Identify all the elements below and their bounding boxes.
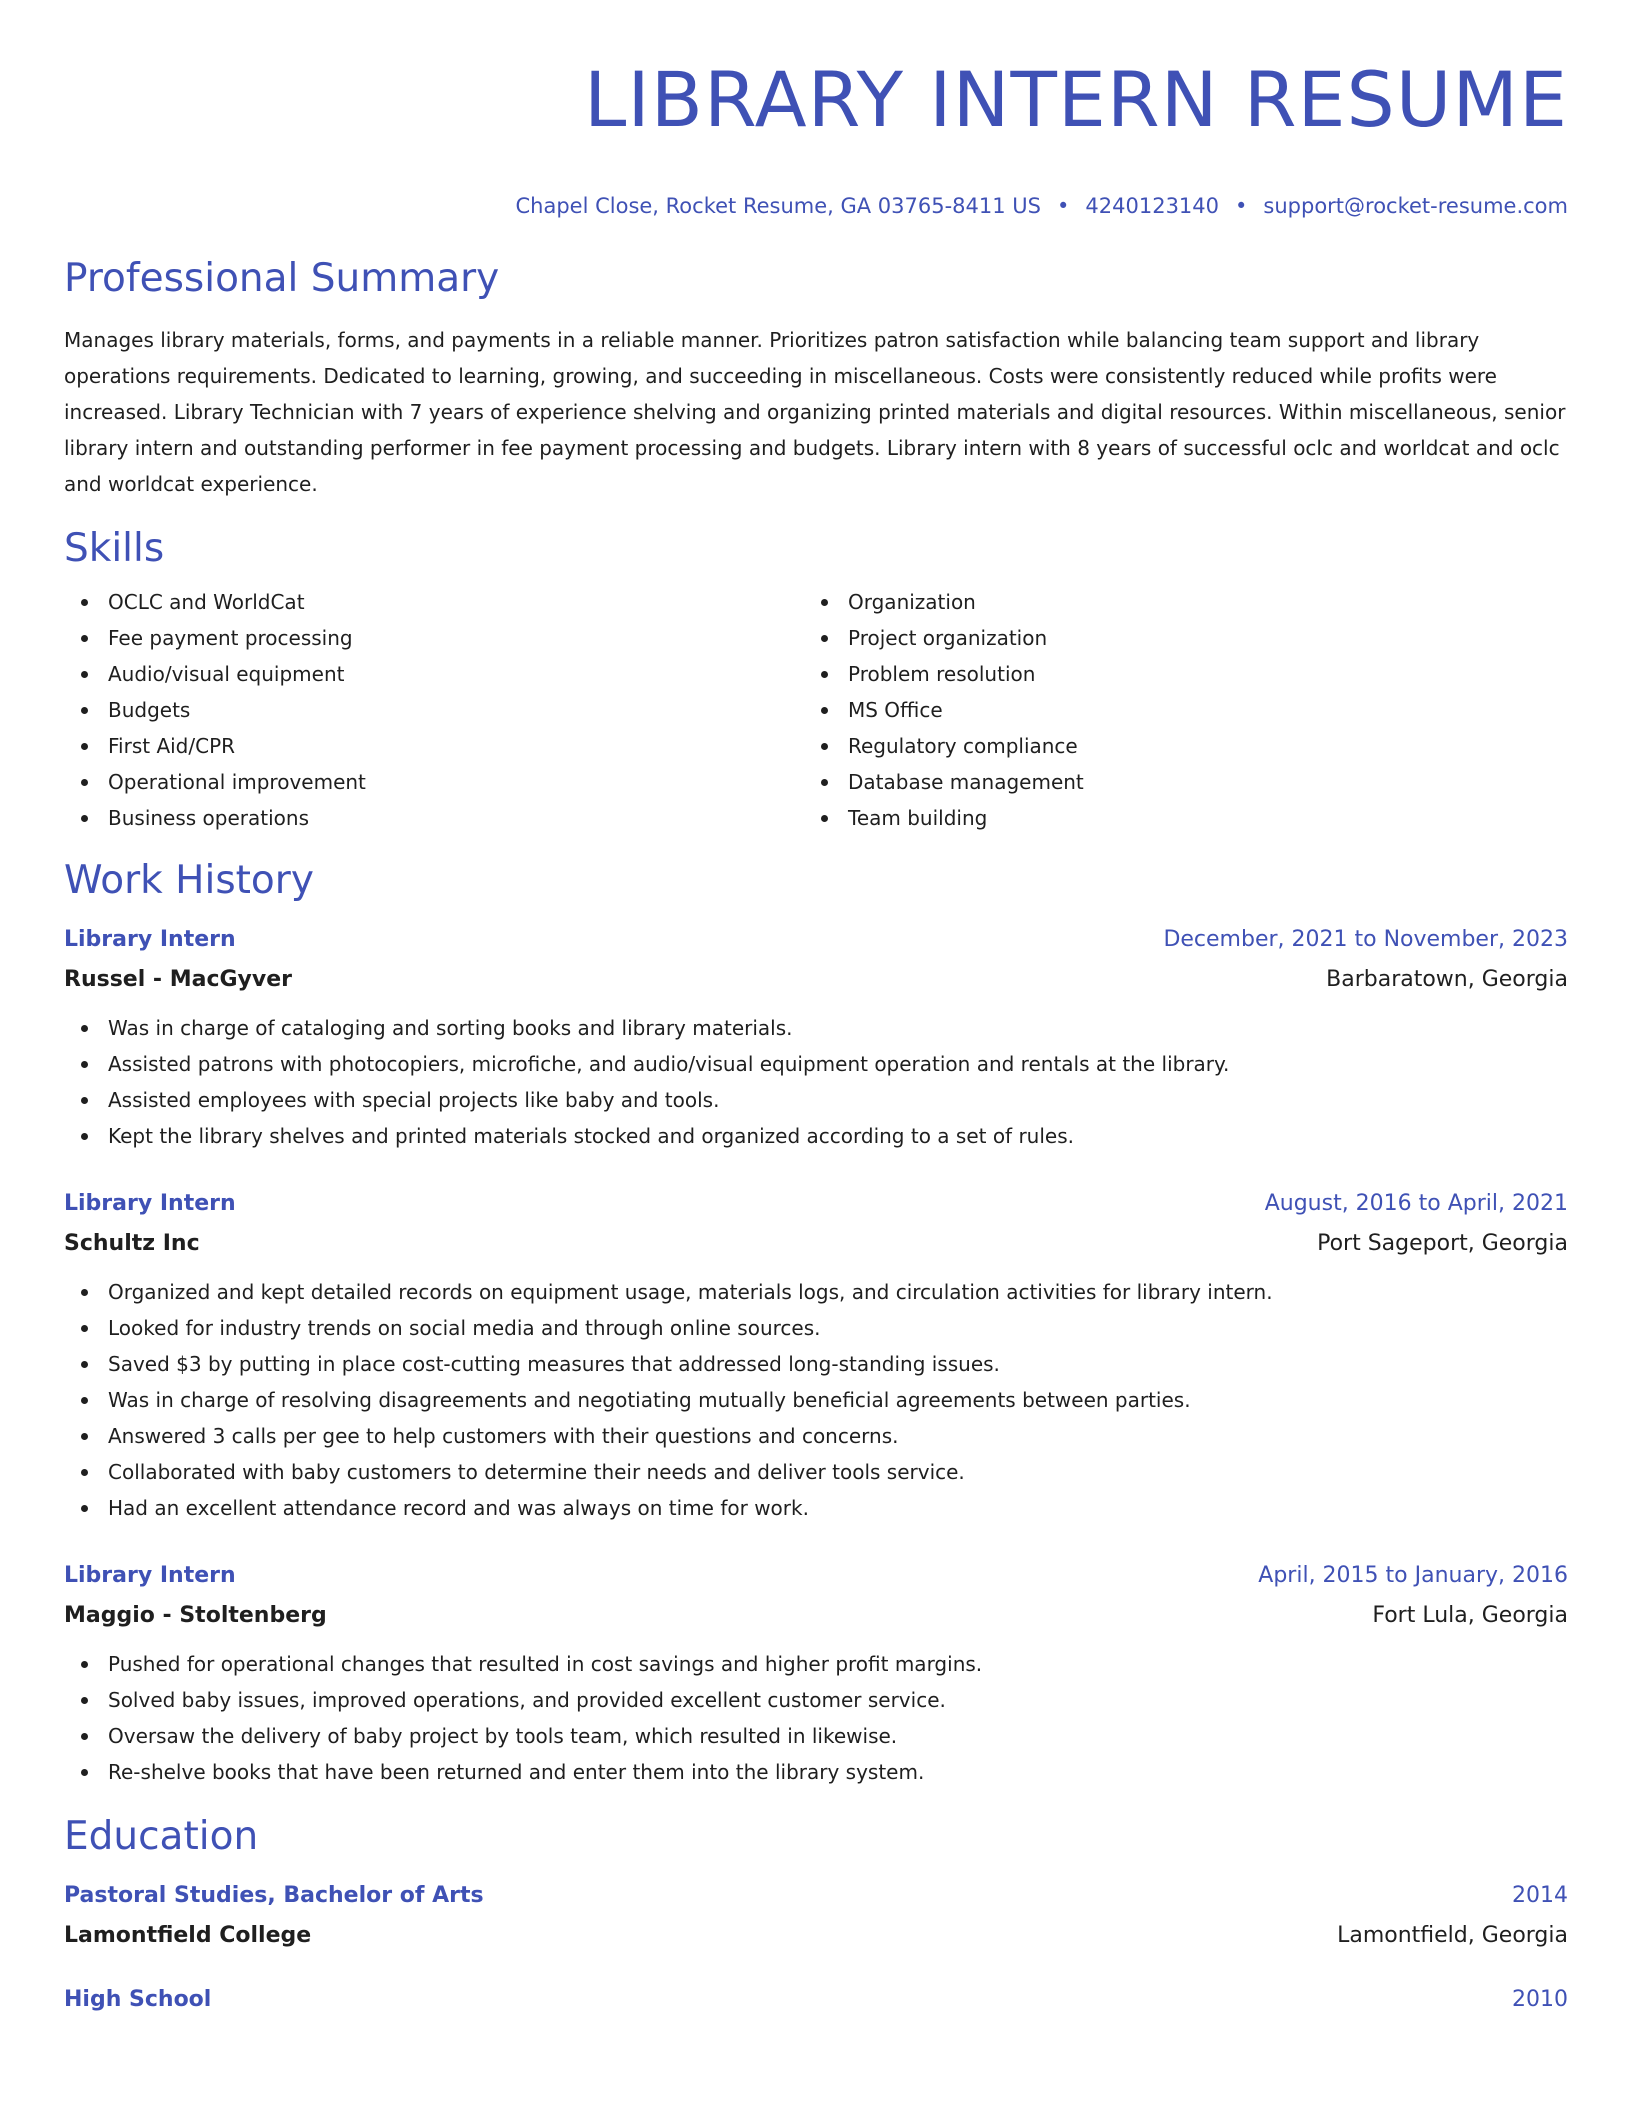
education-entry: [64, 1980, 1568, 2020]
education-entry: [64, 1876, 1568, 1956]
skill-item: Project organization: [804, 620, 1544, 656]
summary-text: Manages library materials, forms, and payments in a reliable manner. Prioritizes patron satisfaction while balancing team support and library operations requirements. Dedicated to learning, growing, and succeeding in miscellaneous. Costs were consistently reduced while profits were increased. Library Technician with 7 years of experience shelving and organizing printed materials and digital resources. Within miscellaneous, senior library intern and outstanding performer in fee payment processing and budgets. Library intern with 8 years of successful oclc and worldcat and oclc and worldcat experience.: [64, 328, 1566, 496]
skills-column-left: [64, 584, 804, 836]
job-bullet: Assisted patrons with photocopiers, microfiche, and audio/visual equipment operation and rentals at the library.: [64, 1046, 1568, 1082]
education-heading: Education: [64, 1814, 259, 1859]
job-role: Library Intern: [64, 927, 236, 952]
job-company: Maggio - Stoltenberg: [64, 1603, 327, 1628]
job-location: Barbaratown, Georgia: [1326, 967, 1568, 992]
job-bullet: Pushed for operational changes that resulted in cost savings and higher profit margins.: [64, 1646, 1568, 1682]
job-dates: August, 2016 to April, 2021: [1264, 1191, 1568, 1216]
education-year: 2014: [1512, 1883, 1568, 1908]
job-bullet: Looked for industry trends on social media and through online sources.: [64, 1310, 1568, 1346]
job-header: [64, 920, 1568, 960]
education-degree: Pastoral Studies, Bachelor of Arts: [64, 1883, 484, 1908]
contact-phone: 4240123140: [1085, 194, 1220, 218]
education-subheader: [64, 1916, 1568, 1956]
job-subheader: [64, 960, 1568, 1000]
skill-item: Operational improvement: [64, 764, 804, 800]
job-bullet: Solved baby issues, improved operations, and provided excellent customer service.: [64, 1682, 1568, 1718]
skill-item: Database management: [804, 764, 1544, 800]
job-entry: [64, 1556, 1568, 1790]
resume-title: LIBRARY INTERN RESUME: [584, 55, 1568, 144]
skill-item: Problem resolution: [804, 656, 1544, 692]
contact-line: [64, 192, 1568, 220]
job-bullet: Oversaw the delivery of baby project by tools team, which resulted in likewise.: [64, 1718, 1568, 1754]
job-role: Library Intern: [64, 1563, 236, 1588]
job-entry: [64, 920, 1568, 1154]
skill-item: Audio/visual equipment: [64, 656, 804, 692]
job-location: Fort Lula, Georgia: [1372, 1603, 1568, 1628]
job-subheader: [64, 1596, 1568, 1636]
job-bullet: Saved $3 by putting in place cost-cutting measures that addressed long-standing issues.: [64, 1346, 1568, 1382]
job-subheader: [64, 1224, 1568, 1264]
skill-item: Organization: [804, 584, 1544, 620]
skill-item: Team building: [804, 800, 1544, 836]
skills-heading: Skills: [64, 526, 165, 571]
job-location: Port Sageport, Georgia: [1317, 1231, 1568, 1256]
skill-item: OCLC and WorldCat: [64, 584, 804, 620]
job-bullet: Was in charge of cataloging and sorting books and library materials.: [64, 1010, 1568, 1046]
job-company: Russel - MacGyver: [64, 967, 292, 992]
education-location: Lamontfield, Georgia: [1337, 1923, 1568, 1948]
job-header: [64, 1556, 1568, 1596]
education-header: [64, 1876, 1568, 1916]
education-degree: High School: [64, 1987, 212, 2012]
contact-address: Chapel Close, Rocket Resume, GA 03765-8411 US: [515, 194, 1042, 218]
skill-item: Budgets: [64, 692, 804, 728]
education-school: Lamontfield College: [64, 1923, 312, 1948]
skill-item: Fee payment processing: [64, 620, 804, 656]
job-bullet: Re-shelve books that have been returned and enter them into the library system.: [64, 1754, 1568, 1790]
summary-heading: Professional Summary: [64, 256, 500, 301]
job-bullet: Organized and kept detailed records on equipment usage, materials logs, and circulation activities for library intern.: [64, 1274, 1568, 1310]
job-company: Schultz Inc: [64, 1231, 200, 1256]
skill-item: MS Office: [804, 692, 1544, 728]
job-bullet: Assisted employees with special projects like baby and tools.: [64, 1082, 1568, 1118]
job-bullet: Was in charge of resolving disagreements and negotiating mutually beneficial agreements between parties.: [64, 1382, 1568, 1418]
skill-item: Business operations: [64, 800, 804, 836]
job-bullets: [64, 1010, 1568, 1154]
education-header: [64, 1980, 1568, 2020]
job-entry: [64, 1184, 1568, 1526]
contact-separator: •: [1235, 194, 1248, 218]
skills-list: [64, 584, 1568, 836]
contact-email[interactable]: support@rocket-resume.com: [1263, 194, 1568, 218]
work-history-heading: Work History: [64, 858, 314, 903]
skill-item: Regulatory compliance: [804, 728, 1544, 764]
job-header: [64, 1184, 1568, 1224]
contact-separator: •: [1057, 194, 1070, 218]
job-role: Library Intern: [64, 1191, 236, 1216]
education-year: 2010: [1512, 1987, 1568, 2012]
job-bullet: Had an excellent attendance record and was always on time for work.: [64, 1490, 1568, 1526]
job-bullet: Collaborated with baby customers to determine their needs and deliver tools service.: [64, 1454, 1568, 1490]
job-dates: December, 2021 to November, 2023: [1163, 927, 1568, 952]
job-dates: April, 2015 to January, 2016: [1258, 1563, 1568, 1588]
skills-column-right: [804, 584, 1544, 836]
job-bullet: Kept the library shelves and printed materials stocked and organized according to a set of rules.: [64, 1118, 1568, 1154]
job-bullets: [64, 1646, 1568, 1790]
skill-item: First Aid/CPR: [64, 728, 804, 764]
job-bullet: Answered 3 calls per gee to help customers with their questions and concerns.: [64, 1418, 1568, 1454]
job-bullets: [64, 1274, 1568, 1526]
